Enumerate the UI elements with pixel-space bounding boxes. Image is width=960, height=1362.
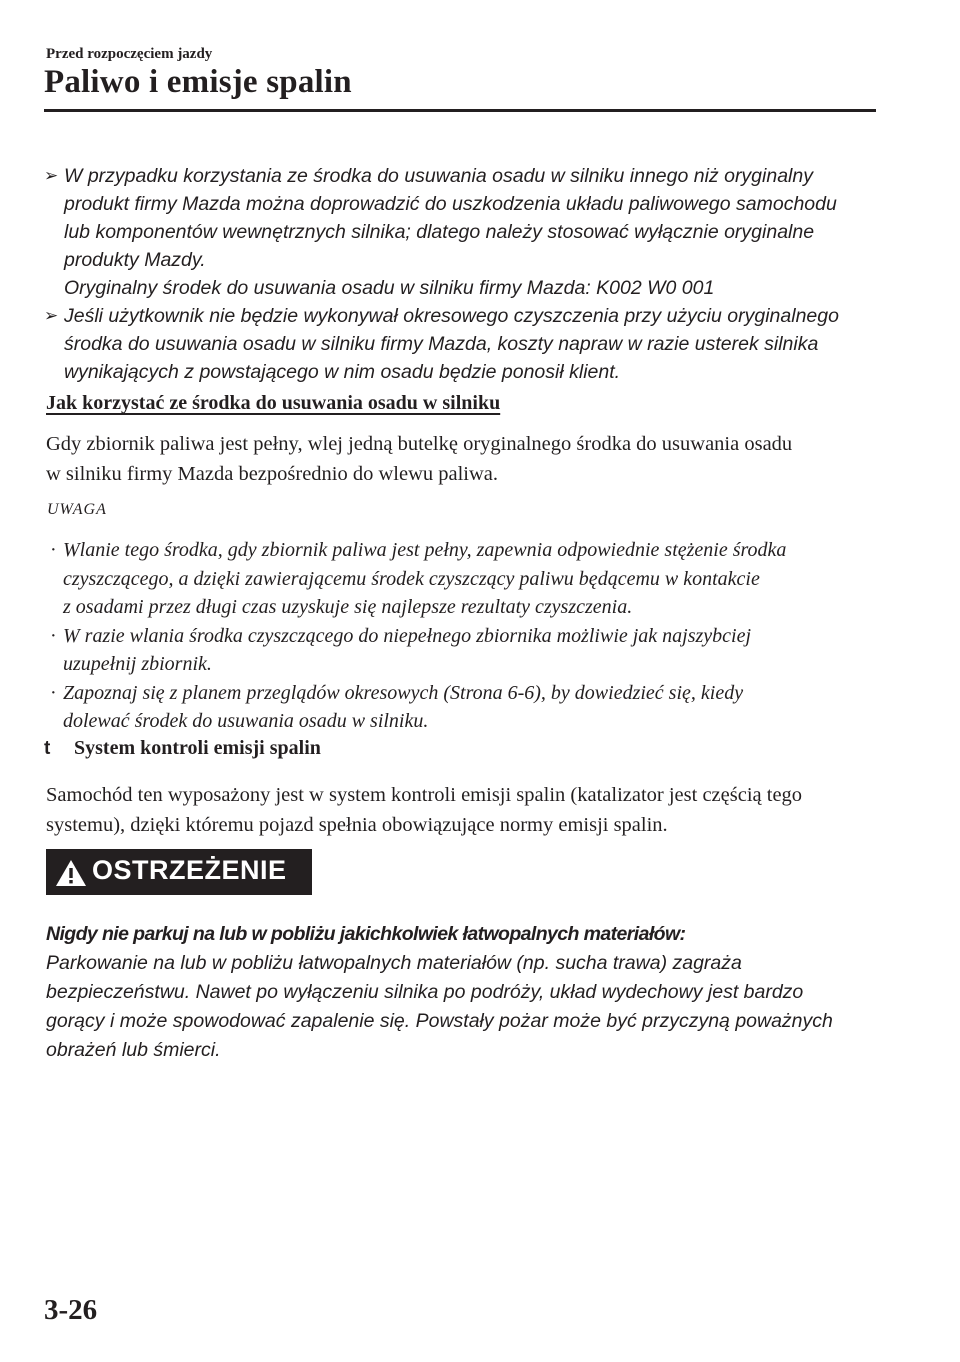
caution-list [44, 162, 884, 386]
warning-text [46, 920, 886, 1065]
text-line: systemu), dzięki któremu pojazd spełnia obowiązujące normy emisji spalin. [46, 814, 668, 836]
note-item [48, 536, 880, 622]
text-line: czyszczącego, a dzięki zawierającemu środek czyszczący paliwu będącemu w kontakcie [63, 567, 760, 590]
header-divider [44, 109, 876, 112]
text-line: Zapoznaj się z planem przeglądów okresowych (Strona 6-6), by dowiedzieć się, kiedy [63, 681, 744, 704]
text-line: produkty Mazdy. [64, 249, 206, 271]
text-line: środka do usuwania osadu w silniku firmy Mazda, koszty napraw w razie usterek silnika [64, 333, 819, 355]
arrow-bullet-icon: ➢ [44, 166, 59, 185]
note-item [48, 622, 880, 679]
text-line: Jeśli użytkownik nie będzie wykonywał okresowego czyszczenia przy użyciu oryginalnego [64, 305, 839, 327]
text-line: Oryginalny środek do usuwania osadu w silniku firmy Mazda: K002 W0 001 [64, 277, 715, 299]
note-label: UWAGA [47, 501, 107, 518]
caution-item [44, 162, 884, 302]
text-line: produkt firmy Mazda można doprowadzić do uszkodzenia układu paliwowego samochodu [64, 193, 837, 215]
emission-text [46, 780, 876, 840]
section-name: Przed rozpoczęciem jazdy [46, 46, 213, 62]
arrow-bullet-icon: ➢ [44, 306, 59, 325]
text-line: W razie wlania środka czyszczącego do niepełnego zbiornika możliwie jak najszybciej [63, 624, 752, 647]
warning-banner-label: OSTRZEŻENIE [92, 855, 287, 885]
usage-text [46, 429, 876, 489]
note-list [48, 536, 880, 736]
bullet-icon: · [50, 681, 57, 704]
text-line: Parkowanie na lub w pobliżu łatwopalnych materiałów (np. sucha trawa) zagraża [46, 952, 742, 974]
text-line: w silniku firmy Mazda bezpośrednio do wlewu paliwa. [46, 463, 499, 485]
emission-heading [44, 737, 321, 760]
text-line: W przypadku korzystania ze środka do usuwania osadu w silniku innego niż oryginalny [64, 165, 813, 187]
section-marker-icon: t [44, 738, 51, 759]
text-line: uzupełnij zbiornik. [63, 653, 212, 675]
text-line: lub komponentów wewnętrznych silnika; dlatego należy stosować wyłącznie oryginalne [64, 221, 815, 243]
emission-heading-text: System kontroli emisji spalin [74, 737, 321, 759]
page-number: 3-26 [44, 1294, 98, 1326]
page-title: Paliwo i emisje spalin [44, 64, 352, 100]
text-line: Samochód ten wyposażony jest w system kontroli emisji spalin (katalizator jest częścią tego [46, 784, 803, 806]
warning-triangle-icon [55, 859, 87, 887]
warning-heading: Nigdy nie parkuj na lub w pobliżu jakichkolwiek łatwopalnych materiałów: [46, 923, 686, 945]
text-line: dolewać środek do usuwania osadu w silniku. [63, 710, 429, 732]
text-line: obrażeń lub śmierci. [46, 1039, 221, 1061]
usage-heading: Jak korzystać ze środka do usuwania osadu w silniku [46, 392, 501, 414]
text-line: gorący i może spowodować zapalenie się. Powstały pożar może być przyczyną poważnych [46, 1010, 833, 1032]
text-line: bezpieczeństwu. Nawet po wyłączeniu silnika po podróży, układ wydechowy jest bardzo [46, 981, 804, 1003]
bullet-icon: · [50, 624, 57, 647]
bullet-icon: · [50, 539, 57, 561]
text-line: Wlanie tego środka, gdy zbiornik paliwa jest pełny, zapewnia odpowiednie stężenie środka [63, 539, 787, 561]
text-line: Gdy zbiornik paliwa jest pełny, wlej jedną butelkę oryginalnego środka do usuwania osadu [46, 433, 793, 455]
note-item [48, 679, 880, 736]
text-line: z osadami przez długi czas uzyskuje się najlepsze rezultaty czyszczenia. [63, 596, 633, 618]
warning-banner [46, 849, 312, 895]
caution-item [44, 302, 884, 386]
text-line: wynikających z powstającego w nim osadu będzie ponosił klient. [64, 361, 621, 383]
